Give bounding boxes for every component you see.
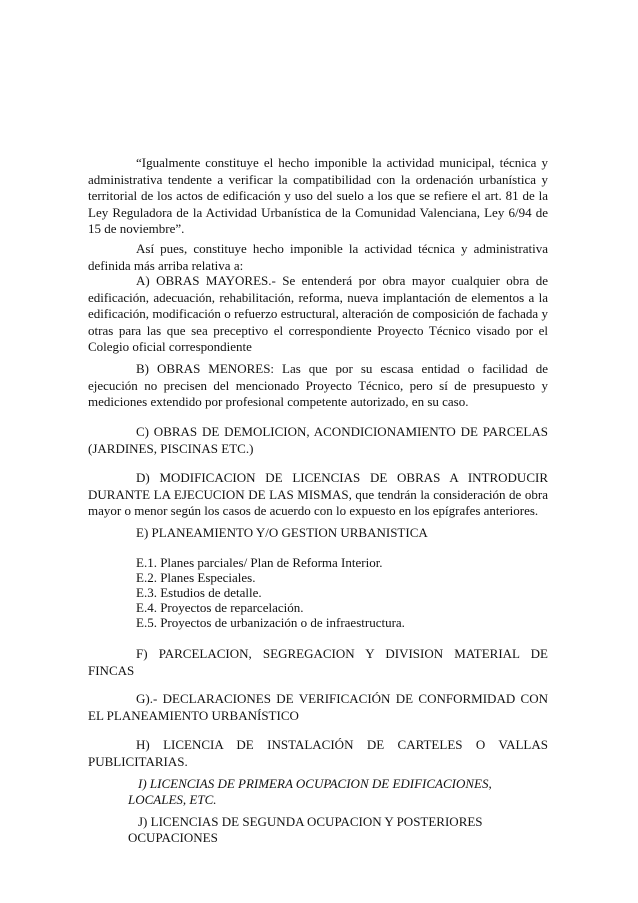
paragraph-j-line1: J) LICENCIAS DE SEGUNDA OCUPACION Y POSTERIORES [138, 814, 483, 829]
list-item-e3: E.3. Estudios de detalle. [136, 585, 262, 600]
paragraph-c: C) OBRAS DE DEMOLICION, ACONDICIONAMIENTO DE PARCELAS (JARDINES, PISCINAS ETC.) [88, 424, 548, 456]
paragraph-intro: Así pues, constituye hecho imponible la actividad técnica y administrativa definida más arriba relativa a: [88, 241, 548, 273]
paragraph-h: H) LICENCIA DE INSTALACIÓN DE CARTELES O VALLAS PUBLICITARIAS. [88, 737, 548, 769]
list-item-e2: E.2. Planes Especiales. [136, 570, 256, 585]
list-item-e1: E.1. Planes parciales/ Plan de Reforma Interior. [136, 555, 383, 570]
paragraph-f: F) PARCELACION, SEGREGACION Y DIVISION MATERIAL DE FINCAS [88, 646, 548, 678]
paragraph-j-line2: OCUPACIONES [128, 830, 218, 845]
list-item-e5: E.5. Proyectos de urbanización o de infraestructura. [136, 615, 405, 630]
paragraph-quote: “Igualmente constituye el hecho imponible la actividad municipal, técnica y administrativa tendente a verificar la compatibilidad con la ordenación urbanística y territorial de los actos de edificación y uso del suelo a los que se refiere el art. 81 de la Ley Reguladora de la Actividad Urbanística de la Comunidad Valenciana, Ley 6/94 de 15 de noviembre”. [88, 155, 548, 236]
paragraph-i-line2: LOCALES, ETC. [128, 792, 217, 807]
paragraph-i-line1: I) LICENCIAS DE PRIMERA OCUPACION DE EDIFICACIONES, [138, 776, 492, 791]
paragraph-b: B) OBRAS MENORES: Las que por su escasa entidad o facilidad de ejecución no precisen del mencionado Proyecto Técnico, pero sí de presupuesto y mediciones extendido por profesional competente autorizado, en su caso. [88, 361, 548, 409]
paragraph-e-heading: E) PLANEAMIENTO Y/O GESTION URBANISTICA [136, 525, 428, 540]
list-item-e4: E.4. Proyectos de reparcelación. [136, 600, 304, 615]
paragraph-g: G).- DECLARACIONES DE VERIFICACIÓN DE CONFORMIDAD CON EL PLANEAMIENTO URBANÍSTICO [88, 691, 548, 723]
paragraph-d: D) MODIFICACION DE LICENCIAS DE OBRAS A INTRODUCIR DURANTE LA EJECUCION DE LAS MISMAS, que tendrán la consideración de obra mayor o menor según los casos de acuerdo con lo expuesto en los epígrafes anteriores. [88, 470, 548, 518]
paragraph-a: A) OBRAS MAYORES.- Se entenderá por obra mayor cualquier obra de edificación, adecuación, rehabilitación, reforma, nueva implantación de elementos a la edificación, modificación o refuerzo estructural, alteración de composición de fachada y otras para las que sea preceptivo el correspondiente Proyecto Técnico visado por el Colegio oficial correspondiente [88, 273, 548, 354]
